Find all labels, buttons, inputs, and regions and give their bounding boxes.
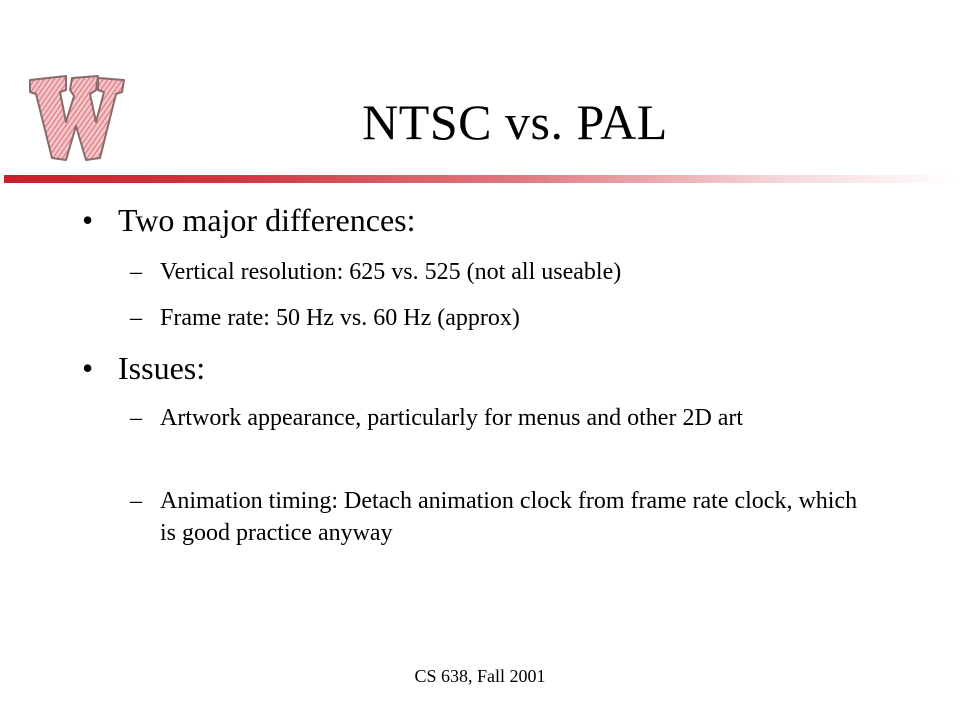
sub-bullet-text: Frame rate: 50 Hz vs. 60 Hz (approx) xyxy=(160,305,520,331)
bullet-text: Issues: xyxy=(118,350,206,386)
sub-bullet-text: Animation timing: Detach animation clock from frame rate clock, which is good practice anyway xyxy=(160,488,858,546)
dash-glyph: – xyxy=(130,259,142,285)
dash-glyph: – xyxy=(130,488,142,514)
bullet-glyph: • xyxy=(82,202,94,238)
title-divider xyxy=(4,175,960,183)
bullet-item xyxy=(82,200,416,240)
bullet-text: Two major differences: xyxy=(118,202,416,238)
slide-title: NTSC vs. PAL xyxy=(362,94,668,150)
bullet-glyph: • xyxy=(82,350,94,386)
sub-bullet-text: Artwork appearance, particularly for menus and other 2D art xyxy=(160,405,744,431)
sub-bullet-item xyxy=(130,256,870,288)
sub-bullet-text: Vertical resolution: 625 vs. 525 (not all useable) xyxy=(160,259,622,285)
dash-glyph: – xyxy=(130,405,142,431)
slide-footer: CS 638, Fall 2001 xyxy=(414,666,546,686)
sub-bullet-item xyxy=(130,402,870,434)
sub-bullet-item xyxy=(130,302,870,334)
dash-glyph: – xyxy=(130,305,142,331)
bullet-item xyxy=(82,348,205,388)
sub-bullet-item xyxy=(130,485,870,549)
